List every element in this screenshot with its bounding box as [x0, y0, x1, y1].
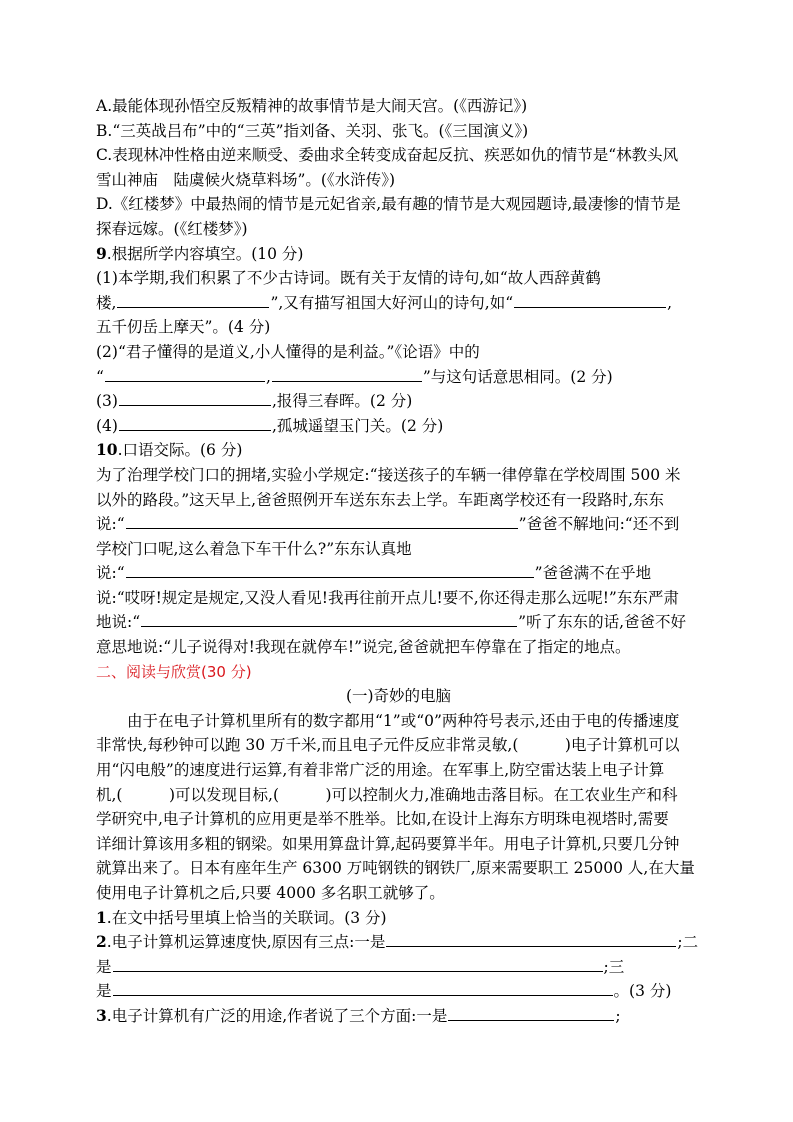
question-10-title: [96, 438, 701, 463]
q10-line8: 意思地说:“儿子说得对!我现在就停车!”说完,爸爸就把车停靠在了指定的地点。: [96, 638, 631, 657]
option-b: B.“三英战吕布”中的“三英”指刘备、关羽、张飞。(《三国演义》): [96, 121, 529, 140]
text-segment: ;: [615, 1006, 621, 1025]
section-heading: 二、阅读与欣赏(30 分): [96, 662, 252, 681]
text-segment: 是: [96, 957, 112, 976]
q10-line7: [96, 610, 701, 635]
q10-line6: 说:“哎呀!规定是规定,又没人看见!我再往前开点儿!要不,你还得走那么远呢!”东东严肃: [96, 588, 679, 607]
q9-part2-line2: [96, 365, 701, 390]
reading-question-2-line1: [96, 930, 701, 955]
question-text: .根据所学内容填空。(10 分): [106, 244, 304, 263]
answer-blank[interactable]: [119, 415, 271, 431]
answer-blank[interactable]: [448, 1005, 614, 1021]
text-segment: ”爸爸不解地问:“还不到: [518, 515, 680, 534]
answer-blank[interactable]: [119, 390, 271, 406]
question-9-title: [96, 242, 701, 267]
q9-part1-line3: 五千仞岳上摩天”。(4 分): [96, 318, 271, 337]
text-segment: 说:“: [96, 515, 125, 534]
answer-blank[interactable]: [386, 931, 676, 947]
text-segment: ”爸爸满不在乎地: [534, 564, 652, 583]
text-segment: ,孤城遥望玉门关。(2 分): [271, 416, 444, 435]
text-segment: ;三: [603, 957, 625, 976]
text-segment: .电子计算机有广泛的用途,作者说了三个方面:一是: [106, 1006, 448, 1025]
answer-blank[interactable]: [272, 366, 422, 382]
passage-title: (一)奇妙的电脑: [345, 687, 452, 706]
text-segment: .电子计算机运算速度快,原因有三点:一是: [106, 933, 386, 952]
q9-part1-line2: [96, 291, 701, 316]
text-segment: (4): [96, 416, 118, 435]
question-number: 2: [96, 932, 107, 952]
answer-blank[interactable]: [514, 292, 666, 308]
q9-part4: [96, 414, 701, 439]
text-segment: ,: [667, 293, 673, 312]
question-text: .在文中括号里填上恰当的关联词。(3 分): [106, 908, 387, 927]
answer-blank[interactable]: [117, 292, 269, 308]
question-number: 3: [96, 1005, 107, 1025]
text-segment: ”听了东东的话,爸爸不好: [518, 613, 687, 632]
answer-blank[interactable]: [126, 562, 534, 578]
option-a: A.最能体现孙悟空反叛精神的故事情节是大闹天宫。(《西游记》): [96, 97, 528, 115]
text-segment: 楼,: [96, 293, 117, 312]
reading-question-2-line3: [96, 979, 701, 1004]
question-number: 9: [96, 243, 107, 263]
passage-line: 使用电子计算机之后,只要 4000 多名职工就够了。: [96, 884, 445, 902]
passage-line: 学研究中,电子计算机的应用更是举不胜举。比如,在设计上海东方明珠电视塔时,需要: [96, 810, 669, 829]
text-segment: ,: [265, 367, 271, 386]
question-number: 1: [96, 907, 107, 927]
option-c-line1: C.表现林冲性格由逆来顺受、委曲求全转变成奋起反抗、疾恶如仇的情节是“林教头风: [96, 146, 679, 165]
q9-part3: [96, 389, 701, 414]
answer-blank[interactable]: [126, 513, 518, 529]
page-content: [96, 94, 701, 1029]
reading-question-3-line1: [96, 1004, 701, 1029]
passage-line: 就算出来了。日本有座年生产 6300 万吨钢铁的钢铁厂,原来需要职工 25000 人,在大量: [96, 859, 695, 878]
option-c-line2: 雪山神庙 陆虞候火烧草料场”。(《水浒传》): [96, 170, 396, 189]
text-segment: “: [96, 367, 104, 386]
text-segment: ;二: [677, 933, 699, 952]
question-text: .口语交际。(6 分): [117, 441, 243, 460]
q10-line3: [96, 512, 701, 537]
q10-line1: 为了治理学校门口的拥堵,实验小学规定:“接送孩子的车辆一律停靠在学校周围 500 米: [96, 465, 681, 484]
q9-part2-line1: (2)“君子懂得的是道义,小人懂得的是利益。”《论语》中的: [96, 342, 480, 361]
answer-blank[interactable]: [141, 611, 517, 627]
text-segment: ”与这句话意思相同。(2 分): [422, 367, 613, 386]
q10-line2: 以外的路段。”这天早上,爸爸照例开车送东东去上学。车距离学校还有一段路时,东东: [96, 490, 665, 509]
text-segment: 地说:“: [96, 613, 141, 632]
q9-part1-line1: (1)本学期,我们积累了不少古诗词。既有关于友情的诗句,如“故人西辞黄鹤: [96, 269, 601, 288]
passage-line: 非常快,每秒钟可以跑 30 万千米,而且电子元件反应非常灵敏,( )电子计算机可以: [96, 736, 680, 755]
q10-line5: [96, 561, 701, 586]
passage-line: 机,( )可以发现目标,( )可以控制火力,准确地击落目标。在工农业生产和科: [96, 785, 678, 804]
passage-line: 用“闪电般”的速度进行运算,有着非常广泛的用途。在军事上,防空雷达装上电子计算: [96, 761, 665, 780]
text-segment: 是: [96, 982, 112, 1001]
answer-blank[interactable]: [113, 956, 603, 972]
passage-line: 详细计算该用多粗的钢梁。如果用算盘计算,起码要算半年。用电子计算机,只要几分钟: [96, 834, 680, 853]
question-number: 10: [96, 440, 118, 460]
text-segment: 。(3 分): [613, 982, 672, 1001]
option-d-line1: D.《红楼梦》中最热闹的情节是元妃省亲,最有趣的情节是大观园题诗,最凄惨的情节是: [96, 195, 681, 214]
answer-blank[interactable]: [105, 366, 265, 382]
text-segment: ,报得三春晖。(2 分): [271, 392, 413, 411]
text-segment: ”,又有描写祖国大好河山的诗句,如“: [270, 293, 514, 312]
reading-question-2-line2: [96, 955, 701, 980]
passage-line: 由于在电子计算机里所有的数字都用“1”或“0”两种符号表示,还由于电的传播速度: [127, 711, 680, 730]
text-segment: (3): [96, 392, 118, 411]
option-d-line2: 探春远嫁。(《红楼梦》): [96, 219, 248, 238]
reading-question-1: [96, 906, 701, 931]
answer-blank[interactable]: [113, 980, 613, 996]
q10-line4: 学校门口呢,这么着急下车干什么?”东东认真地: [96, 539, 412, 558]
text-segment: 说:“: [96, 564, 125, 583]
